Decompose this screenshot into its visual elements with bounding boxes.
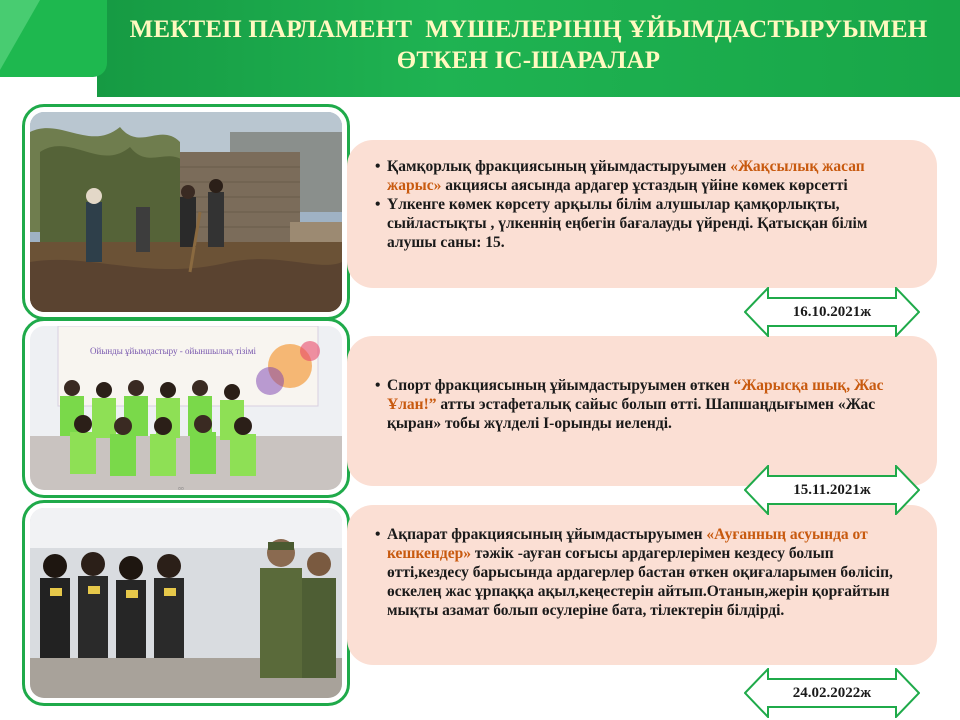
date-arrow-2	[744, 465, 920, 515]
bullet-item: • Үлкенге көмек көрсету арқылы білім алушылар қамқорлықты, сыйластықты , үлкеннің еңбегін бағалауды үйренді. Қатысқан білім алушы саны: 15.	[387, 195, 909, 252]
event-3-bullets	[373, 525, 909, 620]
date-arrow-1	[744, 287, 920, 337]
garden-photo	[30, 112, 342, 312]
event-1-action-name: «Жақсылық жасап жарыс»	[387, 158, 865, 194]
event-2-action-name: “Жарысқа шық, Жас Ұлан!”	[387, 377, 884, 413]
date-arrow-3	[744, 668, 920, 718]
event-2-bullets	[373, 376, 909, 433]
event-3-action-name: «Ауғанның асуында от кешкендер»	[387, 526, 868, 562]
event-1-panel	[347, 140, 937, 288]
team-photo	[30, 326, 342, 490]
page-title	[97, 14, 960, 76]
event-photo-1	[22, 104, 350, 320]
bullet-item: • Қамқорлық фракциясының ұйымдастыруымен «Жақсылық жасап жарыс» акциясы аясында ардагер ұстаздың үйіне көмек көрсетті	[387, 157, 909, 195]
event-1-bullets	[373, 157, 909, 252]
event-2-panel	[347, 336, 937, 486]
event-date: 16.10.2021ж	[792, 304, 872, 320]
event-date: 24.02.2022ж	[792, 685, 872, 701]
event-date: 15.11.2021ж	[793, 482, 871, 498]
image-mark: ▫▫	[178, 484, 184, 493]
meeting-photo	[30, 508, 342, 698]
event-photo-3	[22, 500, 350, 706]
title-line-1: МЕКТЕП ПАРЛАМЕНТ МҮШЕЛЕРІНІҢ ҰЙЫМДАСТЫРУЫМЕН	[129, 16, 928, 43]
bullet-item: • Спорт фракциясының ұйымдастыруымен өткен “Жарысқа шық, Жас Ұлан!” атты эстафеталық сайыс болып өтті. Шапшаңдығымен «Жас қыран» тобы жүлделі І-орынды иеленді.	[387, 376, 909, 433]
corner-decoration	[0, 0, 107, 77]
event-photo-2	[22, 318, 350, 498]
bullet-item: • Ақпарат фракциясының ұйымдастыруымен «Ауғанның асуында от кешкендер» тәжік -ауған соғысы ардагерлерімен кездесу болып өтті,кездесу барысында ардагерлер бастан өткен оқиғаларымен бөлісіп, өскелең жас ұрпаққа ақыл,кеңестерін айтып.Отанын,жерін қорғайтын мықты азамат болып өсулеріне бата, тілектерін білдірді.	[387, 525, 909, 620]
title-line-2: ӨТКЕН ІС-ШАРАЛАР	[396, 47, 661, 74]
poster-caption: Ойынды ұйымдастыру - ойыншылық тізімі	[90, 346, 257, 356]
event-3-panel	[347, 505, 937, 665]
